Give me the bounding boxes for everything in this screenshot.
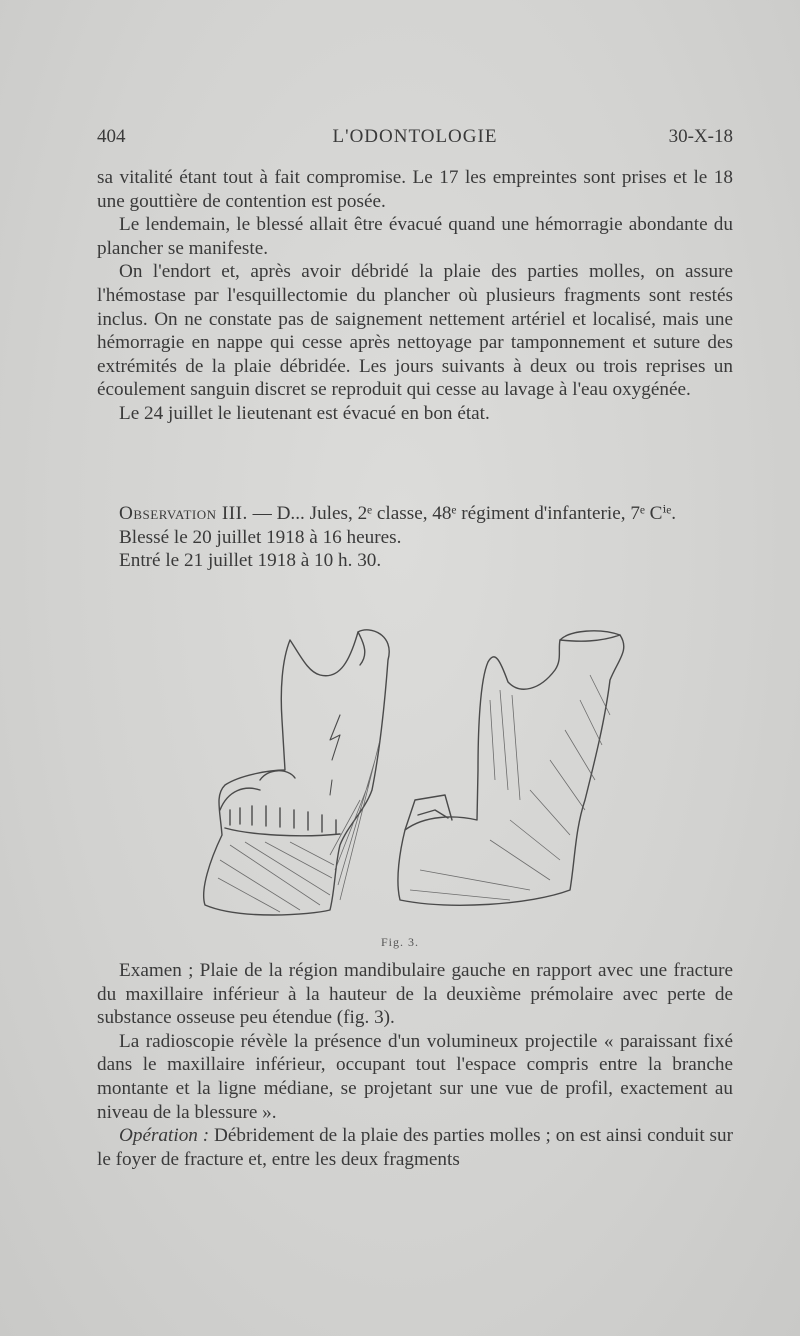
- observation-patient: — D... Jules, 2ᵉ classe, 48ᵉ régiment d'infanterie, 7ᵉ Cⁱᵉ.: [247, 503, 677, 524]
- observation-heading: [97, 502, 733, 526]
- paragraph: sa vitalité étant tout à fait compromise. Le 17 les empreintes sont prises et le 18 une gouttière de contention est posée.: [97, 167, 733, 212]
- paragraph: Examen ; Plaie de la région mandibulaire gauche en rapport avec une fracture du maxillaire inférieur à la hauteur de la deuxième prémolaire avec perte de substance osseuse peu étendue (fig. 3).: [97, 960, 733, 1029]
- paragraph: La radioscopie révèle la présence d'un volumineux projectile « paraissant fixé dans le maxillaire inférieur, occupant tout l'espace compris entre la branche montante et la ligne médiane, se projetant sur une vue de profil, exactement au niveau de la blessure ».: [97, 1030, 733, 1123]
- paragraph: Le lendemain, le blessé allait être évacué quand une hémorragie abondante du plancher se manifeste.: [97, 214, 733, 259]
- paragraph: Le 24 juillet le lieutenant est évacué en bon état.: [119, 402, 490, 424]
- page-number: 404: [97, 126, 126, 147]
- figure-caption: Fig. 3.: [380, 935, 419, 949]
- mandible-figure: [190, 620, 640, 920]
- operation-text: Débridement de la plaie des parties molles ; on est ainsi conduit sur le foyer de fracture et, entre les deux fragments: [97, 1125, 733, 1170]
- observation-title: Observation III.: [119, 503, 248, 524]
- text-block-bottom: [97, 959, 733, 1171]
- injury-date: Blessé le 20 juillet 1918 à 16 heures.: [119, 526, 402, 548]
- issue-date: 30-X-18: [668, 126, 733, 147]
- paragraph: [97, 1124, 733, 1171]
- operation-label: Opération :: [119, 1125, 210, 1147]
- journal-title: L'ODONTOLOGIE: [332, 126, 498, 147]
- running-header: [97, 126, 733, 156]
- paragraph: On l'endort et, après avoir débridé la plaie des parties molles, on assure l'hémostase par l'esquillectomie du plancher où plusieurs fragments sont restés inclus. On ne constate pas de saignement nettement artériel et localisé, mais une hémorragie en nappe qui cesse après nettoyage par tamponnement et suture des extrémités de la plaie débridée. Les jours suivants à deux ou trois reprises un écoulement sanguin discret se reproduit qui cesse au lavage à l'eau oxygénée.: [97, 261, 733, 401]
- text-block-top: [97, 166, 733, 426]
- admission-date: Entré le 21 juillet 1918 à 10 h. 30.: [119, 550, 382, 572]
- observation-block: [97, 502, 733, 573]
